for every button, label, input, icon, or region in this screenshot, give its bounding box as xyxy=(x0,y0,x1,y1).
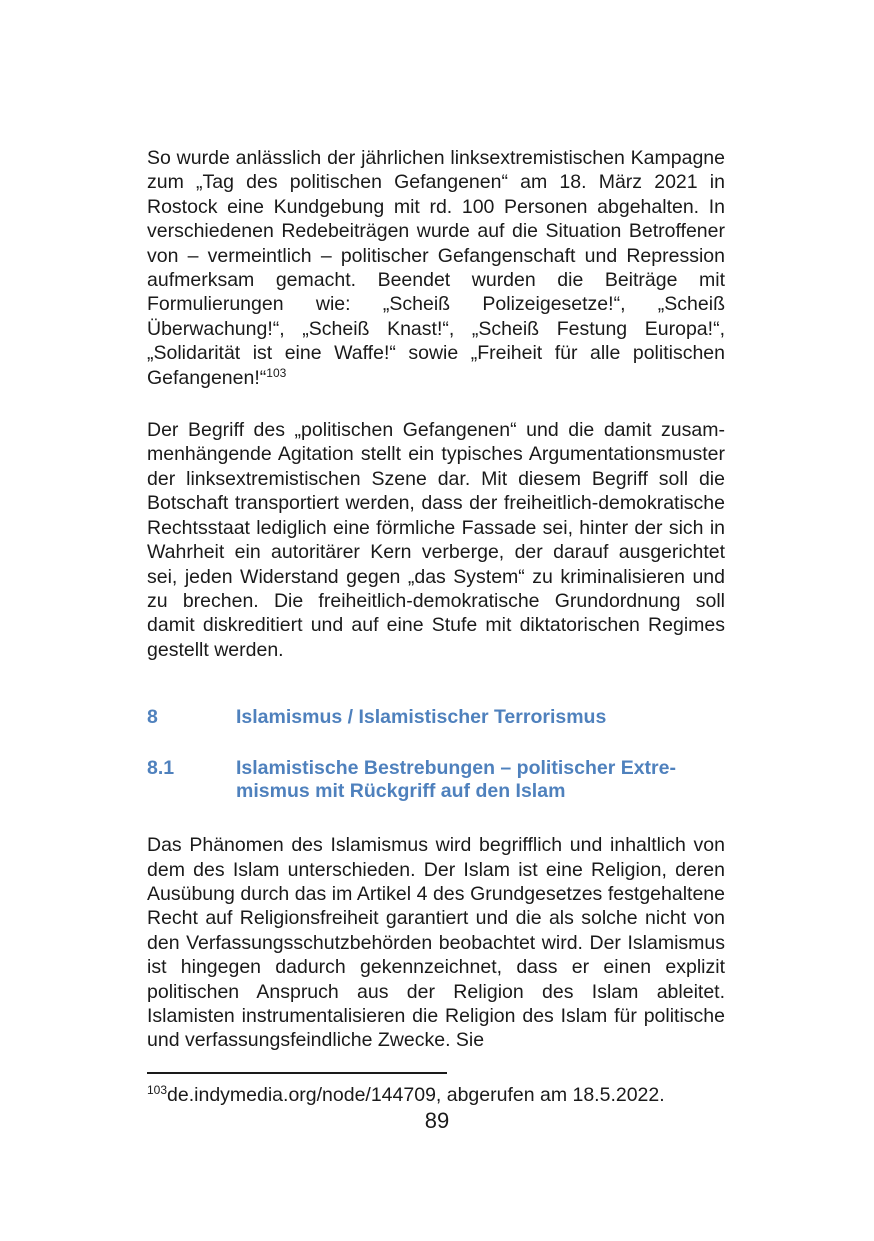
footnote-reference[interactable]: 103 xyxy=(266,365,287,380)
section-title: Islamismus / Islamistischer Terrorismus xyxy=(236,706,607,729)
paragraph-rostock-rally xyxy=(147,146,725,390)
section-number: 8 xyxy=(147,706,158,729)
footnote-text: de.indymedia.org/node/144709, abgerufen am 18.5.2022. xyxy=(167,1084,665,1106)
paragraph-text: So wurde anlässlich der jährlichen linksextremistischen Kampagne zum „Tag des politischen Gefangenen“ am 18. März 2021 in Rostock eine Kundgebung mit rd. 100 Personen abgehalten. In verschiedenen Redebeiträgen wurde auf die Situation Betroffener von – vermeintlich – politischer Gefangenschaft und Repression aufmerksam gemacht. Beendet wurden die Beiträge mit Formulierungen wie: „Scheiß Polizeigesetze!“, „Scheiß Überwachung!“, „Scheiß Knast!“, „Scheiß Festung Europa!“, „Solidarität ist eine Waffe!“ sowie „Freiheit für alle politischen Gefangenen!“ xyxy=(147,147,725,389)
subsection-number: 8.1 xyxy=(147,757,175,780)
paragraph-islamism-definition: Das Phänomen des Islamismus wird begrifflich und inhaltlich von dem des Islam unterschieden. Der Islam ist eine Religion, deren Ausübung durch das im Artikel 4 des Grundgesetzes festgehaltene Recht auf Religionsfreiheit garantiert und die als solche nicht von den Verfassungsschutzbehörden beobachtet wird. Der Islamismus ist hingegen dadurch gekennzeichnet, dass er einen explizit politischen Anspruch aus der Religion des Islam ableitet. Islamisten instrumentalisieren die Religion des Islam für politische und verfassungsfeindliche Zwecke. Sie xyxy=(147,834,725,1052)
page-number: 89 xyxy=(424,1108,450,1133)
footnote-number: 103 xyxy=(147,1083,168,1097)
section-heading-8 xyxy=(147,706,725,729)
main-content xyxy=(147,146,725,1053)
footnote xyxy=(147,1083,665,1107)
subsection-title: Islamistische Bestrebungen – politischer Extremismus mit Rückgriff auf den Islam xyxy=(236,757,676,803)
paragraph-political-prisoners: Der Begriff des „politischen Gefangenen“ und die damit zusammenhängende Agitation stellt ein typisches Argumentationsmuster der linksextremistischen Szene dar. Mit diesem Begriff soll die Botschaft transportiert werden, dass der freiheitlich-demokratische Rechtsstaat lediglich eine förmliche Fassade sei, hinter der sich in Wahrheit ein autoritärer Kern verberge, der darauf ausgerichtet sei, jeden Widerstand gegen „das System“ zu kriminalisieren und zu brechen. Die freiheitlich-demokratische Grundordnung soll damit diskreditiert und auf eine Stufe mit diktatorischen Regimes gestellt werden. xyxy=(147,419,725,661)
footnote-separator xyxy=(147,1072,447,1074)
section-heading-8-1 xyxy=(147,757,725,803)
